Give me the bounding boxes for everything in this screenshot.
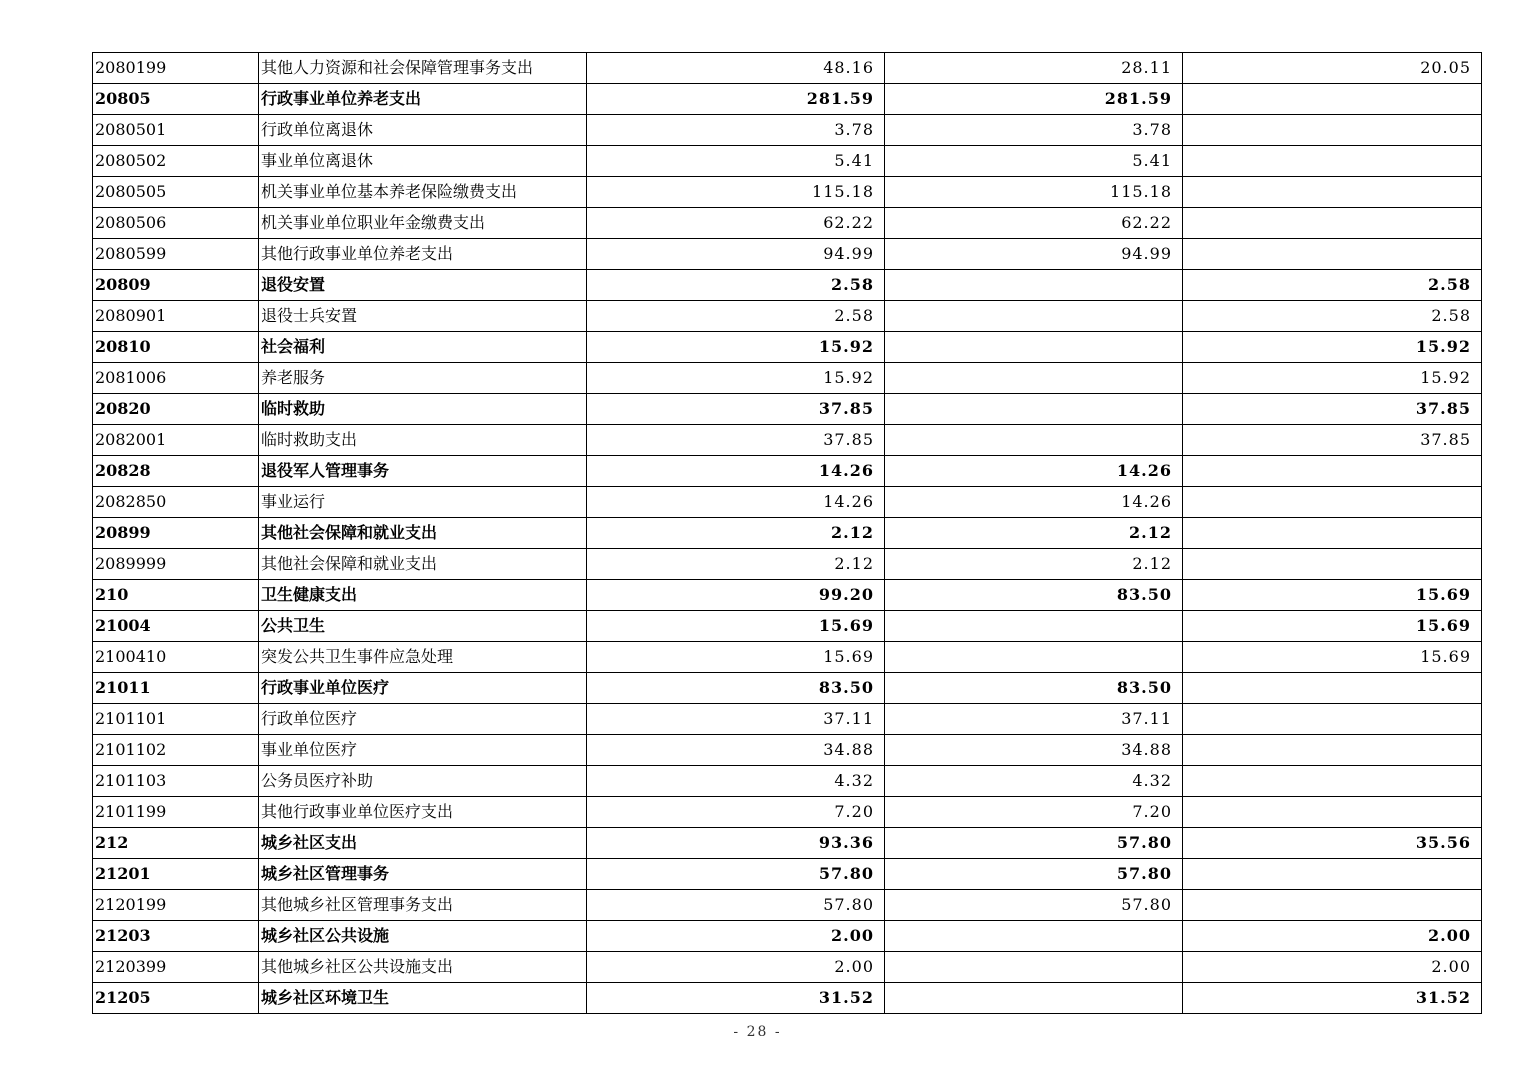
table-row — [93, 983, 1482, 1014]
basic-expenditure-cell — [885, 301, 1183, 332]
basic-expenditure-cell: 37.11 — [885, 704, 1183, 735]
basic-expenditure-cell: 281.59 — [885, 84, 1183, 115]
basic-expenditure-cell — [885, 983, 1183, 1014]
table-row — [93, 487, 1482, 518]
subject-code-cell: 210 — [93, 580, 259, 611]
basic-expenditure-cell: 5.41 — [885, 146, 1183, 177]
total-amount-cell: 14.26 — [587, 487, 885, 518]
total-amount-cell: 15.92 — [587, 363, 885, 394]
subject-code-cell: 2080599 — [93, 239, 259, 270]
project-expenditure-cell: 15.69 — [1183, 580, 1482, 611]
total-amount-cell: 2.00 — [587, 921, 885, 952]
basic-expenditure-cell: 4.32 — [885, 766, 1183, 797]
basic-expenditure-cell: 62.22 — [885, 208, 1183, 239]
subject-name-cell: 事业运行 — [259, 487, 587, 518]
subject-code-cell: 2100410 — [93, 642, 259, 673]
subject-code-cell: 2080505 — [93, 177, 259, 208]
project-expenditure-cell: 2.00 — [1183, 921, 1482, 952]
project-expenditure-cell — [1183, 735, 1482, 766]
project-expenditure-cell — [1183, 115, 1482, 146]
basic-expenditure-cell: 7.20 — [885, 797, 1183, 828]
subject-name-cell: 其他社会保障和就业支出 — [259, 518, 587, 549]
basic-expenditure-cell: 34.88 — [885, 735, 1183, 766]
basic-expenditure-cell: 57.80 — [885, 890, 1183, 921]
subject-name-cell: 城乡社区公共设施 — [259, 921, 587, 952]
project-expenditure-cell: 15.92 — [1183, 363, 1482, 394]
table-row — [93, 549, 1482, 580]
total-amount-cell: 15.69 — [587, 642, 885, 673]
basic-expenditure-cell — [885, 363, 1183, 394]
subject-name-cell: 公务员医疗补助 — [259, 766, 587, 797]
subject-code-cell: 2080199 — [93, 53, 259, 84]
project-expenditure-cell — [1183, 766, 1482, 797]
table-row — [93, 580, 1482, 611]
subject-code-cell: 2082850 — [93, 487, 259, 518]
table-row — [93, 332, 1482, 363]
table-row — [93, 239, 1482, 270]
total-amount-cell: 281.59 — [587, 84, 885, 115]
subject-code-cell: 2101102 — [93, 735, 259, 766]
subject-name-cell: 社会福利 — [259, 332, 587, 363]
total-amount-cell: 99.20 — [587, 580, 885, 611]
total-amount-cell: 14.26 — [587, 456, 885, 487]
subject-name-cell: 卫生健康支出 — [259, 580, 587, 611]
total-amount-cell: 2.58 — [587, 301, 885, 332]
project-expenditure-cell: 31.52 — [1183, 983, 1482, 1014]
table-row — [93, 115, 1482, 146]
subject-code-cell: 2080501 — [93, 115, 259, 146]
subject-code-cell: 21203 — [93, 921, 259, 952]
total-amount-cell: 115.18 — [587, 177, 885, 208]
subject-name-cell: 城乡社区管理事务 — [259, 859, 587, 890]
subject-name-cell: 其他社会保障和就业支出 — [259, 549, 587, 580]
total-amount-cell: 2.00 — [587, 952, 885, 983]
total-amount-cell: 2.12 — [587, 549, 885, 580]
subject-name-cell: 事业单位离退休 — [259, 146, 587, 177]
subject-code-cell: 2080502 — [93, 146, 259, 177]
total-amount-cell: 37.85 — [587, 394, 885, 425]
table-row — [93, 394, 1482, 425]
table-row — [93, 673, 1482, 704]
total-amount-cell: 57.80 — [587, 859, 885, 890]
table-body — [93, 53, 1482, 1014]
basic-expenditure-cell — [885, 642, 1183, 673]
subject-code-cell: 20810 — [93, 332, 259, 363]
subject-code-cell: 2101103 — [93, 766, 259, 797]
page-number: - 28 - — [733, 1024, 782, 1040]
table-row — [93, 301, 1482, 332]
subject-code-cell: 2120399 — [93, 952, 259, 983]
basic-expenditure-cell — [885, 611, 1183, 642]
total-amount-cell: 94.99 — [587, 239, 885, 270]
table-row — [93, 828, 1482, 859]
project-expenditure-cell: 37.85 — [1183, 394, 1482, 425]
subject-name-cell: 退役士兵安置 — [259, 301, 587, 332]
project-expenditure-cell — [1183, 797, 1482, 828]
table-row — [93, 84, 1482, 115]
table-row — [93, 642, 1482, 673]
subject-code-cell: 2101101 — [93, 704, 259, 735]
project-expenditure-cell — [1183, 704, 1482, 735]
project-expenditure-cell — [1183, 84, 1482, 115]
basic-expenditure-cell: 57.80 — [885, 828, 1183, 859]
total-amount-cell: 37.85 — [587, 425, 885, 456]
table-row — [93, 735, 1482, 766]
table-row — [93, 146, 1482, 177]
total-amount-cell: 93.36 — [587, 828, 885, 859]
basic-expenditure-cell: 83.50 — [885, 673, 1183, 704]
table-row — [93, 859, 1482, 890]
project-expenditure-cell — [1183, 456, 1482, 487]
basic-expenditure-cell: 115.18 — [885, 177, 1183, 208]
table-row — [93, 952, 1482, 983]
table-row — [93, 797, 1482, 828]
subject-name-cell: 机关事业单位基本养老保险缴费支出 — [259, 177, 587, 208]
project-expenditure-cell: 15.69 — [1183, 611, 1482, 642]
subject-name-cell: 城乡社区环境卫生 — [259, 983, 587, 1014]
table-row — [93, 611, 1482, 642]
table-row — [93, 921, 1482, 952]
table-row — [93, 518, 1482, 549]
subject-name-cell: 行政事业单位医疗 — [259, 673, 587, 704]
total-amount-cell: 15.69 — [587, 611, 885, 642]
table-row — [93, 270, 1482, 301]
basic-expenditure-cell: 3.78 — [885, 115, 1183, 146]
subject-code-cell: 2082001 — [93, 425, 259, 456]
subject-name-cell: 其他行政事业单位养老支出 — [259, 239, 587, 270]
subject-code-cell: 2081006 — [93, 363, 259, 394]
budget-expenditure-table — [92, 52, 1482, 1014]
subject-code-cell: 2120199 — [93, 890, 259, 921]
subject-code-cell: 212 — [93, 828, 259, 859]
project-expenditure-cell — [1183, 239, 1482, 270]
subject-name-cell: 其他城乡社区公共设施支出 — [259, 952, 587, 983]
basic-expenditure-cell: 57.80 — [885, 859, 1183, 890]
subject-code-cell: 2080506 — [93, 208, 259, 239]
subject-code-cell: 21004 — [93, 611, 259, 642]
subject-name-cell: 其他城乡社区管理事务支出 — [259, 890, 587, 921]
table-row — [93, 766, 1482, 797]
project-expenditure-cell — [1183, 487, 1482, 518]
total-amount-cell: 57.80 — [587, 890, 885, 921]
table-row — [93, 53, 1482, 84]
basic-expenditure-cell: 14.26 — [885, 456, 1183, 487]
total-amount-cell: 31.52 — [587, 983, 885, 1014]
project-expenditure-cell — [1183, 673, 1482, 704]
table-row — [93, 425, 1482, 456]
project-expenditure-cell — [1183, 859, 1482, 890]
project-expenditure-cell — [1183, 146, 1482, 177]
subject-name-cell: 突发公共卫生事件应急处理 — [259, 642, 587, 673]
table-row — [93, 177, 1482, 208]
basic-expenditure-cell: 94.99 — [885, 239, 1183, 270]
basic-expenditure-cell: 2.12 — [885, 549, 1183, 580]
subject-name-cell: 行政事业单位养老支出 — [259, 84, 587, 115]
subject-name-cell: 其他行政事业单位医疗支出 — [259, 797, 587, 828]
basic-expenditure-cell: 28.11 — [885, 53, 1183, 84]
subject-code-cell: 20899 — [93, 518, 259, 549]
total-amount-cell: 83.50 — [587, 673, 885, 704]
basic-expenditure-cell: 83.50 — [885, 580, 1183, 611]
subject-code-cell: 20820 — [93, 394, 259, 425]
project-expenditure-cell — [1183, 549, 1482, 580]
basic-expenditure-cell: 14.26 — [885, 487, 1183, 518]
subject-code-cell: 21201 — [93, 859, 259, 890]
subject-name-cell: 养老服务 — [259, 363, 587, 394]
total-amount-cell: 15.92 — [587, 332, 885, 363]
subject-name-cell: 事业单位医疗 — [259, 735, 587, 766]
basic-expenditure-cell — [885, 921, 1183, 952]
project-expenditure-cell: 35.56 — [1183, 828, 1482, 859]
total-amount-cell: 48.16 — [587, 53, 885, 84]
project-expenditure-cell — [1183, 208, 1482, 239]
subject-code-cell: 2089999 — [93, 549, 259, 580]
table-row — [93, 890, 1482, 921]
basic-expenditure-cell — [885, 394, 1183, 425]
total-amount-cell: 34.88 — [587, 735, 885, 766]
table-row — [93, 363, 1482, 394]
subject-name-cell: 退役军人管理事务 — [259, 456, 587, 487]
project-expenditure-cell: 2.00 — [1183, 952, 1482, 983]
subject-name-cell: 临时救助支出 — [259, 425, 587, 456]
subject-code-cell: 20805 — [93, 84, 259, 115]
project-expenditure-cell — [1183, 890, 1482, 921]
subject-code-cell: 20828 — [93, 456, 259, 487]
total-amount-cell: 2.58 — [587, 270, 885, 301]
project-expenditure-cell: 2.58 — [1183, 301, 1482, 332]
subject-code-cell: 20809 — [93, 270, 259, 301]
subject-name-cell: 其他人力资源和社会保障管理事务支出 — [259, 53, 587, 84]
basic-expenditure-cell — [885, 952, 1183, 983]
total-amount-cell: 37.11 — [587, 704, 885, 735]
project-expenditure-cell — [1183, 518, 1482, 549]
subject-code-cell: 21205 — [93, 983, 259, 1014]
basic-expenditure-cell: 2.12 — [885, 518, 1183, 549]
project-expenditure-cell: 15.92 — [1183, 332, 1482, 363]
subject-name-cell: 公共卫生 — [259, 611, 587, 642]
project-expenditure-cell: 2.58 — [1183, 270, 1482, 301]
subject-name-cell: 行政单位医疗 — [259, 704, 587, 735]
subject-name-cell: 行政单位离退休 — [259, 115, 587, 146]
basic-expenditure-cell — [885, 270, 1183, 301]
basic-expenditure-cell — [885, 332, 1183, 363]
project-expenditure-cell — [1183, 177, 1482, 208]
subject-name-cell: 机关事业单位职业年金缴费支出 — [259, 208, 587, 239]
basic-expenditure-cell — [885, 425, 1183, 456]
table-row — [93, 704, 1482, 735]
total-amount-cell: 5.41 — [587, 146, 885, 177]
subject-code-cell: 2101199 — [93, 797, 259, 828]
total-amount-cell: 3.78 — [587, 115, 885, 146]
table-row — [93, 456, 1482, 487]
total-amount-cell: 7.20 — [587, 797, 885, 828]
subject-code-cell: 2080901 — [93, 301, 259, 332]
total-amount-cell: 2.12 — [587, 518, 885, 549]
subject-name-cell: 退役安置 — [259, 270, 587, 301]
project-expenditure-cell: 20.05 — [1183, 53, 1482, 84]
subject-name-cell: 临时救助 — [259, 394, 587, 425]
project-expenditure-cell: 15.69 — [1183, 642, 1482, 673]
total-amount-cell: 62.22 — [587, 208, 885, 239]
project-expenditure-cell: 37.85 — [1183, 425, 1482, 456]
total-amount-cell: 4.32 — [587, 766, 885, 797]
subject-code-cell: 21011 — [93, 673, 259, 704]
table-row — [93, 208, 1482, 239]
subject-name-cell: 城乡社区支出 — [259, 828, 587, 859]
